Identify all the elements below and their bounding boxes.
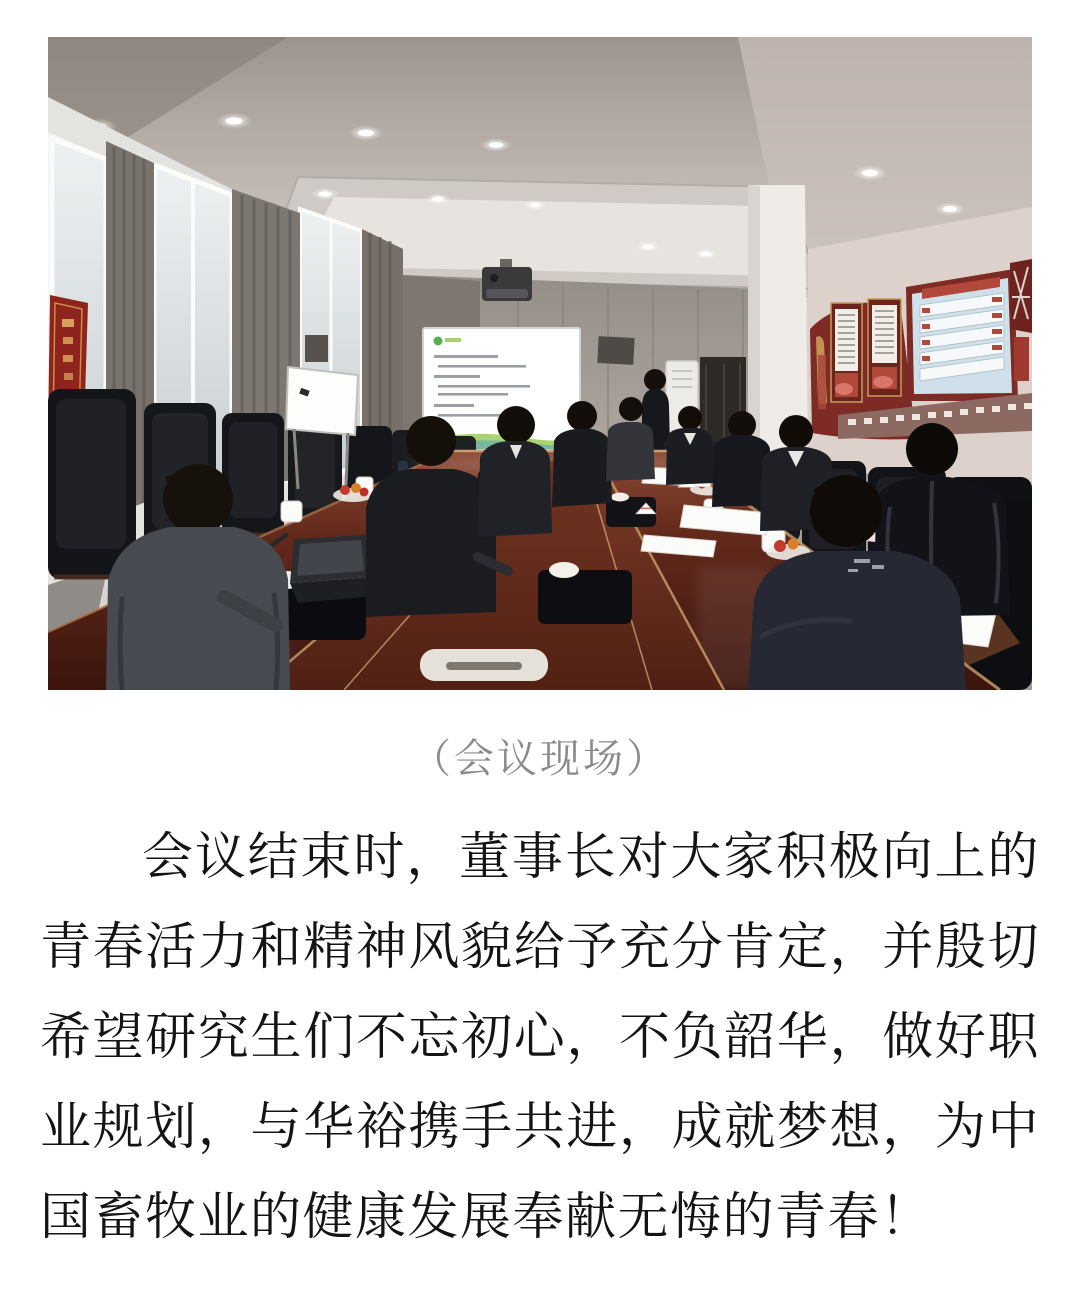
poster-2: [868, 299, 901, 396]
schedule-panel: [906, 269, 1018, 401]
photo-caption: （会议现场）: [411, 737, 669, 781]
meeting-photo[interactable]: [48, 37, 1032, 690]
article-paragraph: 会议结束时，董事长对大家积极向上的青春活力和精神风貌给予充分肯定，并殷切希望研究生们不忘初心，不负韶华，做好职业规划，与华裕携手共进，成就梦想，为中国畜牧业的健康发展奉献无悔的青春！: [40, 828, 1040, 1245]
lattice-ornament: [1010, 259, 1032, 333]
article-body: [40, 812, 1040, 1262]
poster-1: [831, 303, 862, 402]
meeting-photo-illustration: [48, 37, 1032, 690]
